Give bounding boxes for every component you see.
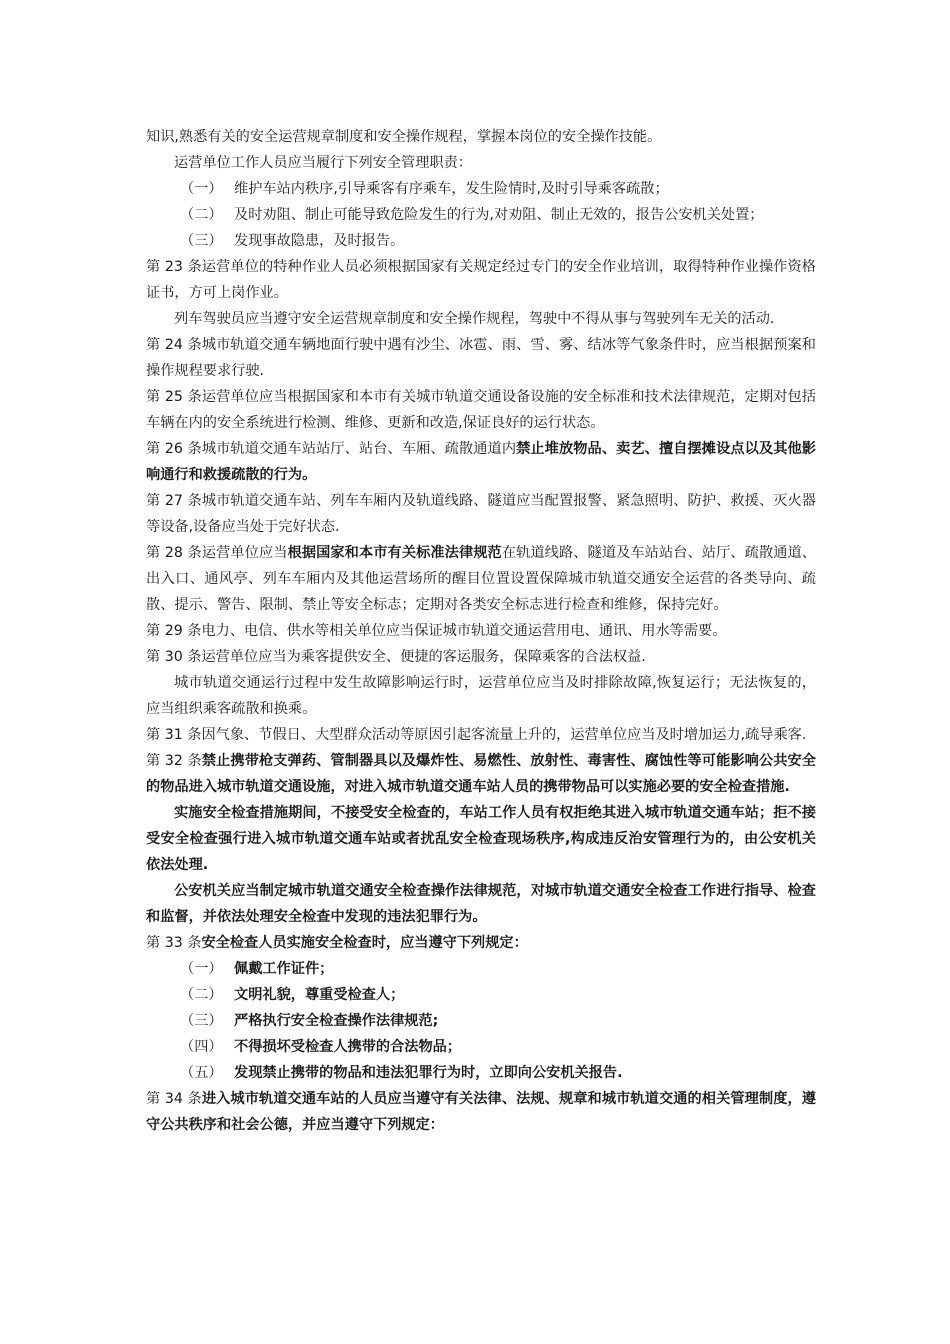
article-text: 第 33 条 bbox=[146, 935, 202, 951]
list-number: （四） bbox=[180, 1039, 223, 1055]
list-number: （二） bbox=[180, 207, 223, 223]
article-33 bbox=[146, 930, 816, 956]
article-bold-text: 禁止携带枪支弹药、管制器具以及爆炸性、易燃性、放射性、毒害性、腐蚀性等可能影响公共安全的物品进入城市轨道交通设施，对进入城市轨道交通车站人员的携带物品可以实施必要的安全检查措施. bbox=[146, 753, 816, 795]
article-bold-text: 安全检查人员实施安全检查时，应当遵守下列规定： bbox=[201, 935, 528, 951]
list-text: 文明礼貌，尊重受检查人； bbox=[234, 987, 405, 1003]
article-31: 第 31 条因气象、节假日、大型群众活动等原因引起客流量上升的，运营单位应当及时增加运力,疏导乘客. bbox=[146, 727, 807, 743]
article-30: 第 30 条运营单位应当为乘客提供安全、便捷的客运服务，保障乘客的合法权益. bbox=[146, 649, 646, 665]
article-text: 第 34 条 bbox=[146, 1091, 202, 1107]
paragraph bbox=[146, 878, 816, 930]
list-item bbox=[146, 1060, 816, 1086]
paragraph: 运营单位工作人员应当履行下列安全管理职责： bbox=[174, 155, 472, 171]
list-item bbox=[146, 982, 816, 1008]
article-28 bbox=[146, 540, 816, 618]
list-item bbox=[146, 1034, 816, 1060]
article-bold-text: 进入城市轨道交通车站的人员应当遵守有关法律、法规、规章和城市轨道交通的相关管理制度，遵守公共秩序和社会公德，并应当遵守下列规定： bbox=[146, 1091, 816, 1133]
article-34 bbox=[146, 1086, 816, 1138]
article-text: 第 32 条 bbox=[146, 753, 202, 769]
list-number: （二） bbox=[180, 987, 223, 1003]
list-text: 不得损坏受检查人携带的合法物品； bbox=[234, 1039, 462, 1055]
list-number: （一） bbox=[180, 961, 223, 977]
article-23: 第 23 条运营单位的特种作业人员必须根据国家有关规定经过专门的安全作业培训，取得特种作业操作资格证书，方可上岗作业。 bbox=[146, 259, 816, 301]
list-item bbox=[146, 228, 816, 254]
list-text: 严格执行安全检查操作法律规范; bbox=[234, 1013, 439, 1029]
paragraph-bold-text: 实施安全检查措施期间，不接受安全检查的，车站工作人员有权拒绝其进入城市轨道交通车站；拒不接受安全检查强行进入城市轨道交通车站或者扰乱安全检查现场秩序,构成违反治安管理行为的，由公安机关依法处理. bbox=[146, 805, 816, 873]
list-text: 及时劝阻、制止可能导致危险发生的行为,对劝阻、制止无效的，报告公安机关处置； bbox=[234, 207, 764, 223]
list-item bbox=[146, 202, 816, 228]
list-item bbox=[146, 176, 816, 202]
list-item bbox=[146, 1008, 816, 1034]
article-text: 在轨道线路、隧道及车站站台、站厅、疏散通道、出入口、通风亭、列车车厢内及其他运营场所的醒目位置设置保障城市轨道交通安全运营的各类导向、疏散、提示、警告、限制、禁止等安全标志；定期对各类安全标志进行检查和维修，保持完好。 bbox=[146, 545, 816, 613]
paragraph: 知识,熟悉有关的安全运营规章制度和安全操作规程，掌握本岗位的安全操作技能。 bbox=[146, 129, 662, 145]
paragraph-bold-text: 公安机关应当制定城市轨道交通安全检查操作法律规范，对城市轨道交通安全检查工作进行指导、检查和监督，并依法处理安全检查中发现的违法犯罪行为。 bbox=[146, 883, 816, 925]
paragraph bbox=[146, 800, 816, 878]
article-text: 第 28 条运营单位应当 bbox=[146, 545, 288, 561]
list-number: （一） bbox=[180, 181, 223, 197]
list-text: 维护车站内秩序,引导乘客有序乘车，发生险情时,及时引导乘客疏散； bbox=[234, 181, 669, 197]
article-29: 第 29 条电力、电信、供水等相关单位应当保证城市轨道交通运营用电、通讯、用水等需要。 bbox=[146, 623, 727, 639]
article-25: 第 25 条运营单位应当根据国家和本市有关城市轨道交通设备设施的安全标准和技术法律规范，定期对包括车辆在内的安全系统进行检测、维修、更新和改造,保证良好的运行状态。 bbox=[146, 389, 816, 431]
article-26 bbox=[146, 436, 816, 488]
article-32 bbox=[146, 748, 816, 800]
list-item bbox=[146, 956, 816, 982]
list-text: 佩戴工作证件； bbox=[234, 961, 334, 977]
paragraph: 城市轨道交通运行过程中发生故障影响运行时，运营单位应当及时排除故障,恢复运行；无法恢复的，应当组织乘客疏散和换乘。 bbox=[146, 675, 816, 717]
list-number: （五） bbox=[180, 1065, 223, 1081]
document-body bbox=[146, 124, 816, 1138]
article-text: 第 26 条城市轨道交通车站站厅、站台、车厢、疏散通道内 bbox=[146, 441, 517, 457]
article-bold-text: 禁止堆放物品、卖艺、擅自摆摊设点以及其他影响通行和救援疏散的行为。 bbox=[146, 441, 816, 483]
list-number: （三） bbox=[180, 1013, 223, 1029]
paragraph: 列车驾驶员应当遵守安全运营规章制度和安全操作规程，驾驶中不得从事与驾驶列车无关的活动. bbox=[174, 311, 775, 327]
list-text: 发现事故隐患，及时报告。 bbox=[234, 233, 405, 249]
article-bold-text: 根据国家和本市有关标准法律规范 bbox=[287, 545, 502, 561]
article-27: 第 27 条城市轨道交通车站、列车车厢内及轨道线路、隧道应当配置报警、紧急照明、防护、救援、灭火器等设备,设备应当处于完好状态. bbox=[146, 493, 816, 535]
article-24: 第 24 条城市轨道交通车辆地面行驶中遇有沙尘、冰雹、雨、雪、雾、结冰等气象条件时，应当根据预案和操作规程要求行驶. bbox=[146, 337, 816, 379]
list-number: （三） bbox=[180, 233, 223, 249]
list-text: 发现禁止携带的物品和违法犯罪行为时，立即向公安机关报告. bbox=[234, 1065, 623, 1081]
